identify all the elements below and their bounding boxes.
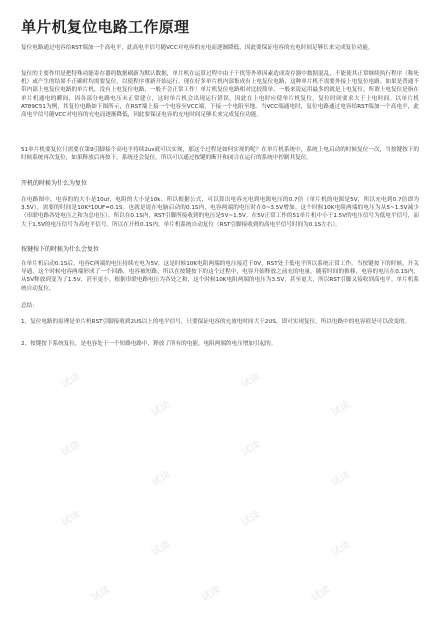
watermark: 试读 [239, 439, 263, 459]
summary-item-1: 1、复位电路的原理是单片机RST引脚接收到2US以上的电平信号，只要保证电容的充放电时间大于2US，即可实现复位，所以电路中的电容值是可以改变的。 [21, 319, 411, 325]
power-on-reset-paragraph: 在电路图中，电容的的大小是10uf，电阻的大小是10k。所以根据公式，可以算出电容充电到电源电压的0.7倍（单片机的电源是5V，所以充电到0.7倍即为3.5V），需要的时间是10K*10UF=0.1S。也就是说在电脑启动的0.1S内，电容两端的电压时在0~3.5V增加。这个时候10K电阻两端的电压为从5~1.5V减少（串联电路各处电压之和为总电压）。所以在0.1S内，RST引脚所接收到的电压是5V~1.5V。在5V正常工作的51单片机中小于1.5V的电压信号为低电平信号，而大于1.5V的电压信号为高电平信号。所以在开机0.1S内，单片机系统自动复位（RST引脚接收到的高电平信号时间为0.1S左右）。 [21, 197, 419, 228]
page-title: 单片机复位电路工作原理 [21, 18, 190, 36]
intro-paragraph: 复位电路通过电容给RST端加一个高电平，此高电平信号随VCC对电容的充电而逐渐降低，因此要保证电容的充电时间足够长来完成复位功能。 [21, 45, 374, 51]
reset-function-paragraph: 复位的主要作用是把特殊功能寄存器的数据刷新为默认数据，单片机在运算过程中由于干扰等外界因素造成寄存器中数据混乱，不能使其正常继续执行程序（称死机）或产生的结果不正确时均需要复位，以使程序重新开始运行。现在好多单片机内部集成有上电复位电路，这种单片机不需要外接上电复位电路。如果是普通不带内部上电复位电路的单片机，没有上电复位电路，一般不会正常工作！单片机复位电路相对比较简单，一般来说运用最多的就是上电复位。所谓上电复位是指在单片机通电的瞬间，因各部分电路电压未正常建立，这时单片机会出现运行错误，因此在上电时应使单片机复位，复位时间要求大于上电时间。以单片机AT89C51为例，其复位电路如下图所示，在RST端上接一个电容至VCC端，下接一个电阻至地。当VCC端通电时，复位电路通过电容给RST端加一个高电平，此高电平信号随VCC对电容的充电而逐渐降低，因此要保证电容的充电时间足够长来完成复位功能。 [21, 71, 419, 119]
watermark: 试读 [149, 399, 173, 419]
section-heading-power-on: 开机的时候为什么为复位 [21, 180, 88, 187]
watermark: 试读 [59, 509, 83, 529]
watermark: 试读 [59, 371, 83, 391]
watermark: 试读 [199, 584, 223, 604]
watermark: 试读 [149, 469, 173, 489]
watermark: 试读 [239, 509, 263, 529]
section-heading-button: 按键按下的时候为什么会复位 [21, 246, 100, 253]
reset-pin-paragraph: 51单片机要复位只需要在第9引脚接个高电平持续2us就可以实现，那这个过程是如何实现的呢？在单片机系统中，系统上电启动的时候复位一次，当按键按下的时候系统再次复位，如果释放后再按下，系统还会复位。所以可以通过按键的断开和闭合在运行的系统中控制其复位。 [21, 147, 419, 162]
watermark: 试读 [89, 584, 113, 604]
summary-item-2: 2、按键按下系统复位，是电容处于一个短路电路中，释放了所有的电能，电阻两端的电压增加引起的。 [21, 341, 277, 347]
watermark: 试读 [239, 371, 263, 391]
watermark: 试读 [329, 469, 353, 489]
watermark: 试读 [329, 399, 353, 419]
button-reset-paragraph: 在单片机启动0.1S后，电容C两端的电压持续充电为5V，这是时候10K电阻两端的电压接近于0V，RST处于低电平所以系统正常工作。当按键按下的时候，开关导通，这个时候电容两端形成了一个回路，电容被短路，所以在按键按下的这个过程中，电容开始释放之前充的电量。随着时间的推移，电容的电压在0.1S内，从5V释放到变为了1.5V，甚至更小。根据串联电路电压为各处之和，这个时候10K电阻两端的电压为3.5V，甚至更大，所以RST引脚又接收到高电平。单片机系统自动复位。 [21, 261, 419, 292]
watermark: 试读 [329, 539, 353, 559]
watermark: 试读 [309, 584, 333, 604]
watermark: 试读 [149, 539, 173, 559]
watermark: 试读 [59, 439, 83, 459]
summary-label: 总结： [21, 303, 38, 309]
